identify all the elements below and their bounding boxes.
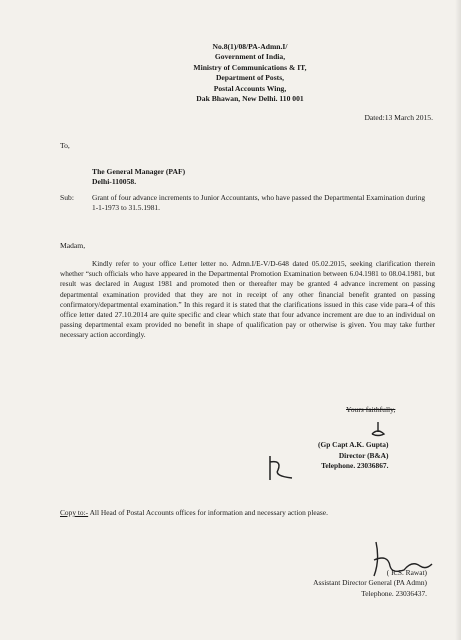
to-label: To, [60,141,70,150]
subject-text: Grant of four advance increments to Junior Accountants, who have passed the Departmental Examination during 1-1-1973 to 31.5.1981. [92,193,426,212]
govt-line: Government of India, [214,52,286,62]
signatory2-name: ( R.S. Rawat) [386,568,427,577]
signatory2-title: Assistant Director General (PA Admn) [313,578,427,588]
initial-mark [262,452,302,486]
wing-line: Postal Accounts Wing, [213,83,287,93]
date-line: Dated:13 March 2015. [364,113,433,122]
signatory-name: (Gp Capt A.K. Gupta) [318,440,389,449]
signatory-phone: Telephone. 23036867. [321,461,389,470]
subject-label: Sub: [60,193,74,202]
closing: Yours faithfully, [346,405,396,414]
signatory-block-2 [277,568,427,599]
copy-to-label: Copy to:- [60,508,89,517]
address-line: Dak Bhawan, New Delhi. 110 001 [196,94,304,104]
salutation: Madam, [60,241,86,250]
page-edge-shadow [455,0,461,640]
copy-to [60,508,440,517]
ministry-line: Ministry of Communications & IT, [193,62,307,72]
file-number: No.8(1)/08/PA-Admn.I/ [212,42,288,51]
body-paragraph: Kindly refer to your office Letter letter no. Admn.I/E-V/D-648 dated 05.02.2015, seeking clarification therein whether “such officials who have appeared in the Departmental Promotion Examination between 6.04.1981 to 08.04.1981, but result was declared in August 1981 and promoted then or thereafter may be granted 4 advance increment on passing departmental examination provided that they are not in receipt of any other financial benefit granted on passing confirmatory/departmental examination.” In this regard it is stated that the clarifications issued in this case vide para-4 of this office letter dated 27.10.2014 are quite specific and clear which state that four advance increment are due to an individual on passing departmental exam provided no benefit in shape of qualification pay or otherwise is given. You may take further necessary action accordingly. [60,259,435,340]
signatory2-phone: Telephone. 23036437. [361,588,427,598]
signatory-title: Director (B&A) [338,450,389,460]
department-line: Department of Posts, [215,73,285,83]
copy-to-text: All Head of Postal Accounts offices for information and necessary action please. [89,508,328,517]
signatory-block [318,440,388,472]
addressee [92,167,185,187]
letterhead [150,42,350,104]
addressee-city: Delhi-110058. [92,177,137,186]
signature-mark [368,420,388,438]
addressee-name: The General Manager (PAF) [92,167,186,176]
